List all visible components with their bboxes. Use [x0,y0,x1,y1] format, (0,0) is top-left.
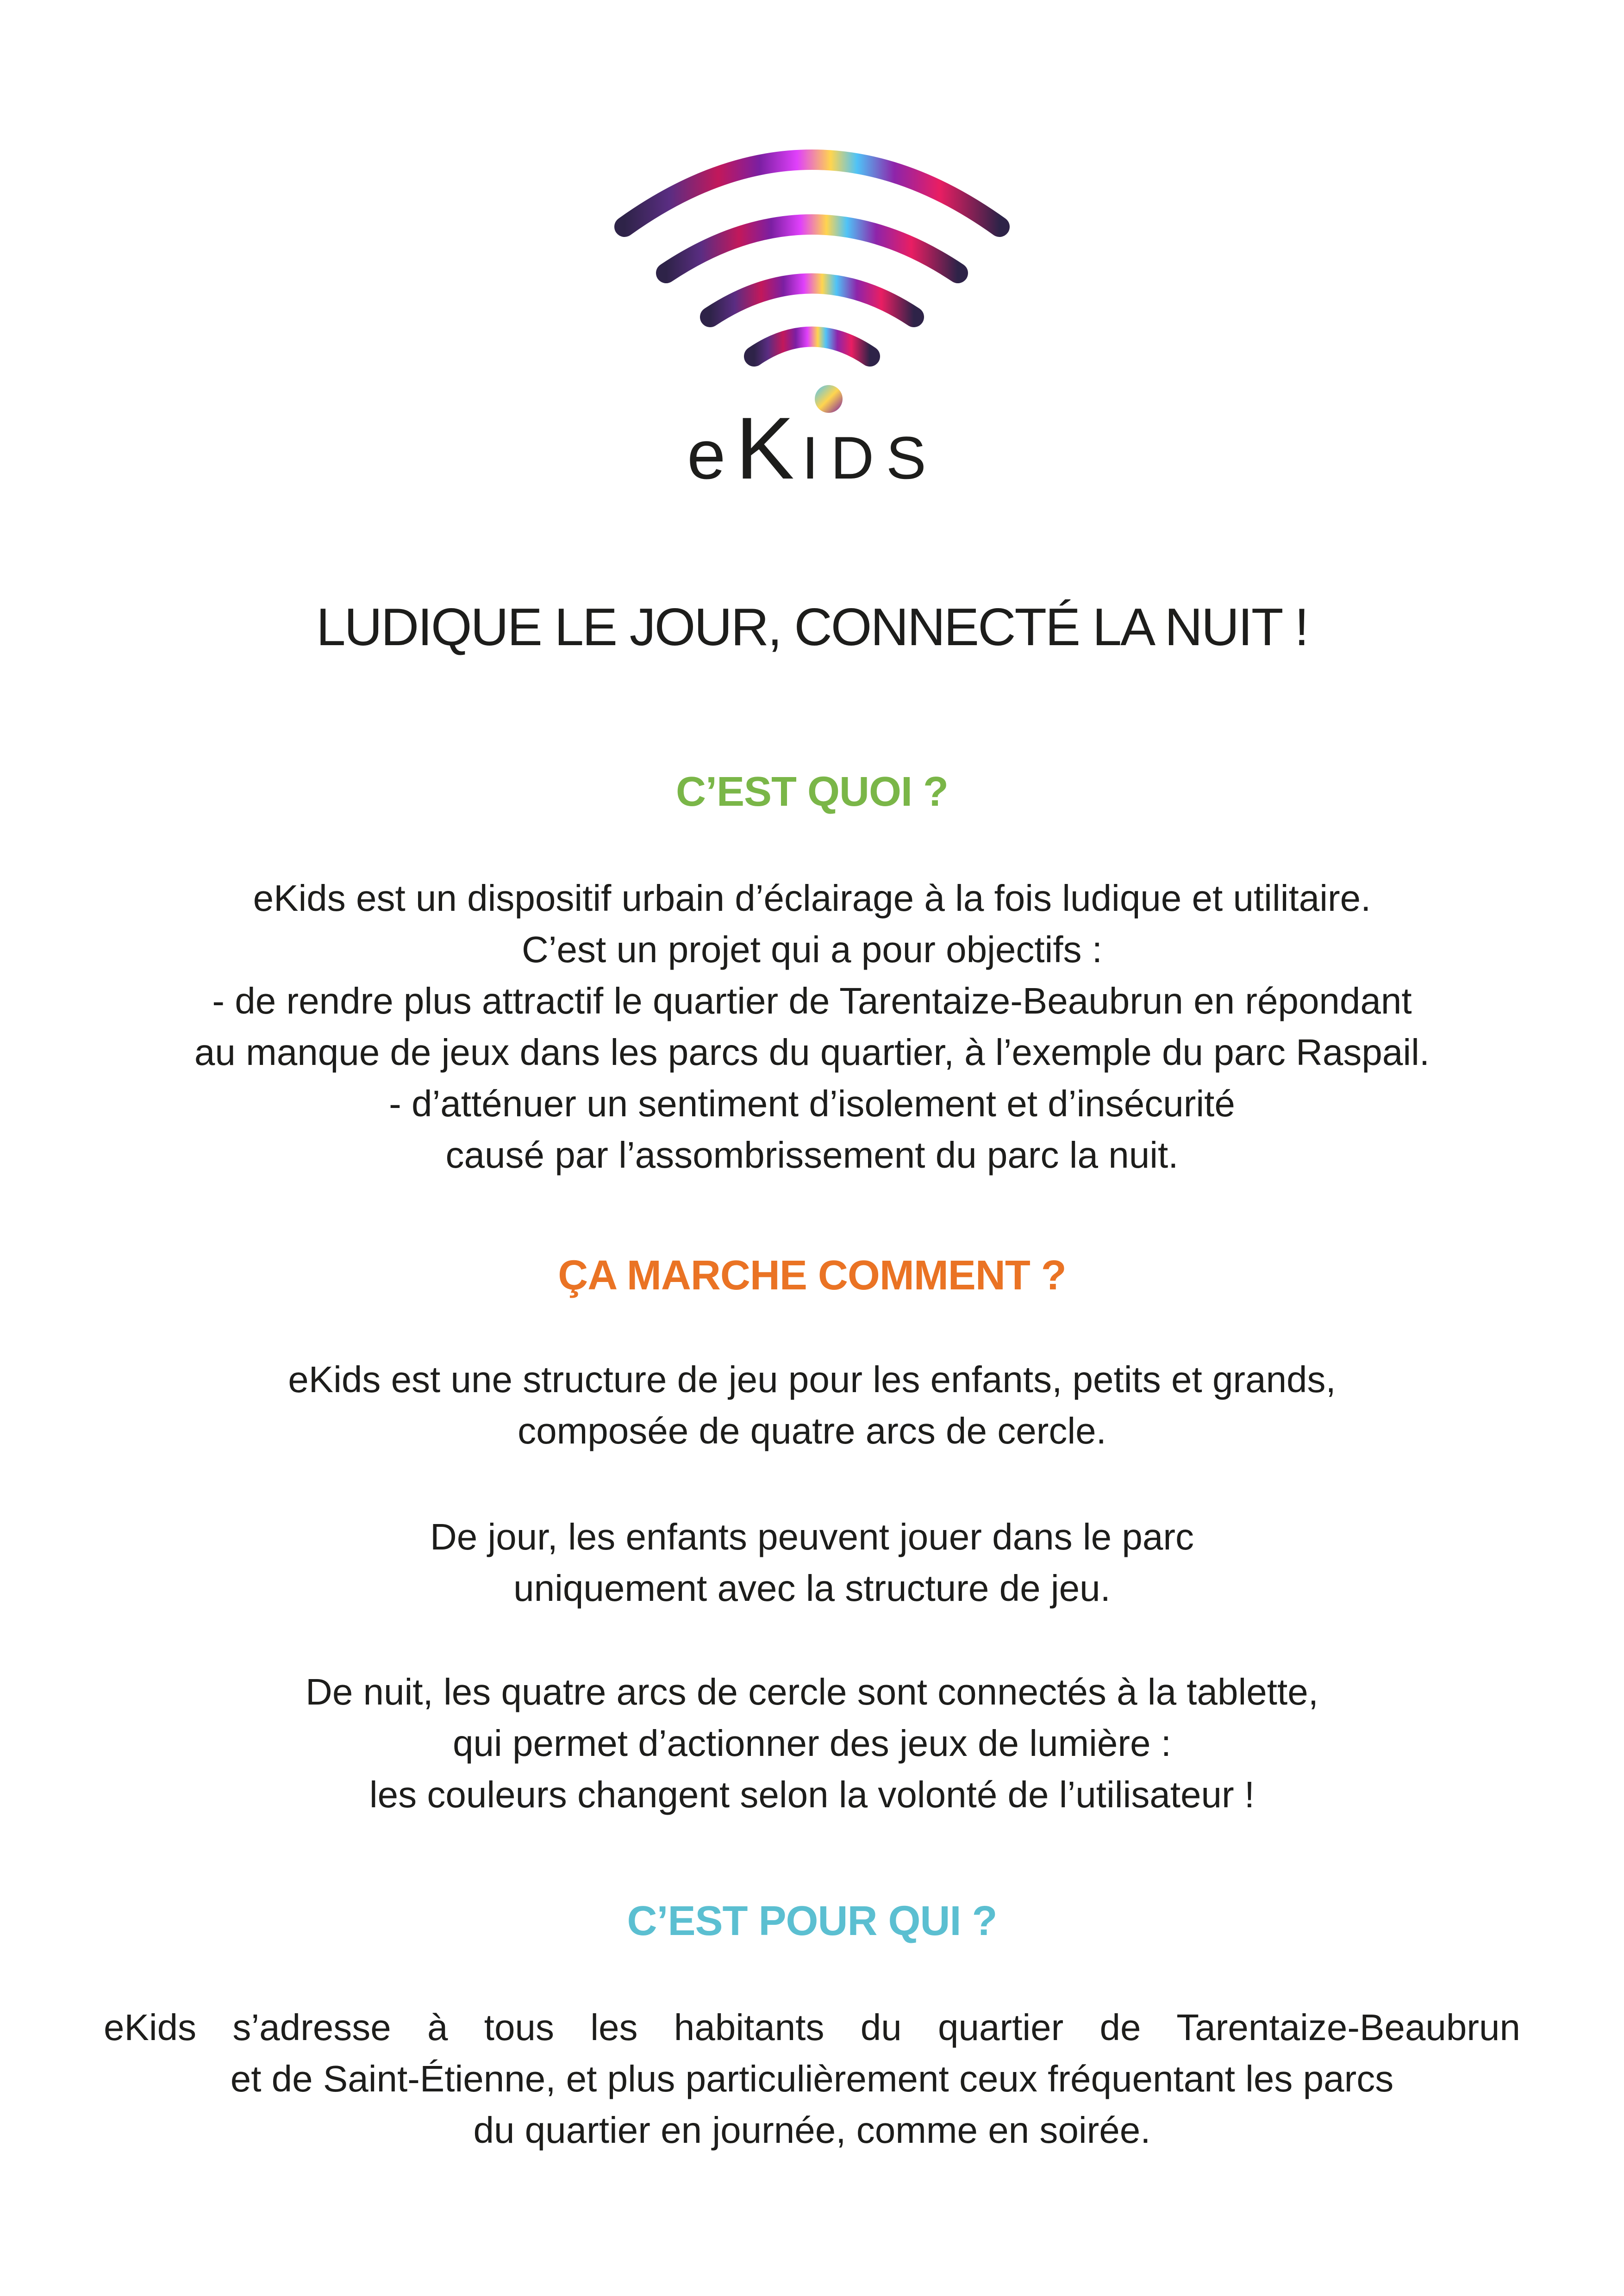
text-line: et de Saint-Étienne, et plus particulièrement ceux fréquentant les parcs [230,2058,1394,2099]
section-title-how: ÇA MARCHE COMMENT ? [558,1252,1066,1299]
text-line: causé par l’assombrissement du parc la nuit. [445,1134,1179,1176]
logo-text-e: e [687,416,729,493]
text-line: eKids est un dispositif urbain d’éclairage à la fois ludique et utilitaire. [253,877,1371,919]
text-line: qui permet d’actionner des jeux de lumière : [453,1723,1171,1764]
page-headline: LUDIQUE LE JOUR, CONNECTÉ LA NUIT ! [316,598,1308,657]
logo-text-ids: IDS [802,424,938,492]
text-line: - de rendre plus attractif le quartier de Tarentaize-Beaubrun en répondant [212,980,1412,1021]
logo-text-k: K [736,399,794,495]
text-line: De nuit, les quatre arcs de cercle sont connectés à la tablette, [306,1671,1318,1712]
text-line: uniquement avec la structure de jeu. [513,1568,1111,1609]
text-line: - d’atténuer un sentiment d’isolement et d’insécurité [389,1083,1235,1124]
text-line: C’est un projet qui a pour objectifs : [521,929,1103,970]
section-how-paragraph-1 [0,1354,1624,1456]
section-what-paragraph [0,872,1624,1181]
text-line: eKids s’adresse à tous les habitants du quartier de Tarentaize-Beaubrun [104,2007,1520,2048]
text-line: les couleurs changent selon la volonté de l’utilisateur ! [369,1774,1255,1815]
section-how-paragraph-2 [0,1511,1624,1614]
text-line: composée de quatre arcs de cercle. [518,1410,1106,1451]
text-line: au manque de jeux dans les parcs du quartier, à l’exemple du parc Raspail. [194,1032,1430,1073]
wifi-signal-icon [581,134,1043,495]
signal-arc-2 [666,224,958,273]
section-title-who: C’EST POUR QUI ? [627,1898,997,1944]
section-title-what: C’EST QUOI ? [675,769,949,815]
signal-arc-3 [710,284,914,317]
section-how-paragraph-3 [0,1666,1624,1820]
text-line: De jour, les enfants peuvent jouer dans le parc [430,1516,1194,1557]
text-line: du quartier en journée, comme en soirée. [473,2109,1151,2151]
signal-arc-inner [754,337,870,357]
ekids-logo [581,134,1043,495]
text-line: eKids est une structure de jeu pour les enfants, petits et grands, [288,1359,1336,1400]
signal-dot [815,385,843,413]
section-who-paragraph [0,2002,1624,2156]
